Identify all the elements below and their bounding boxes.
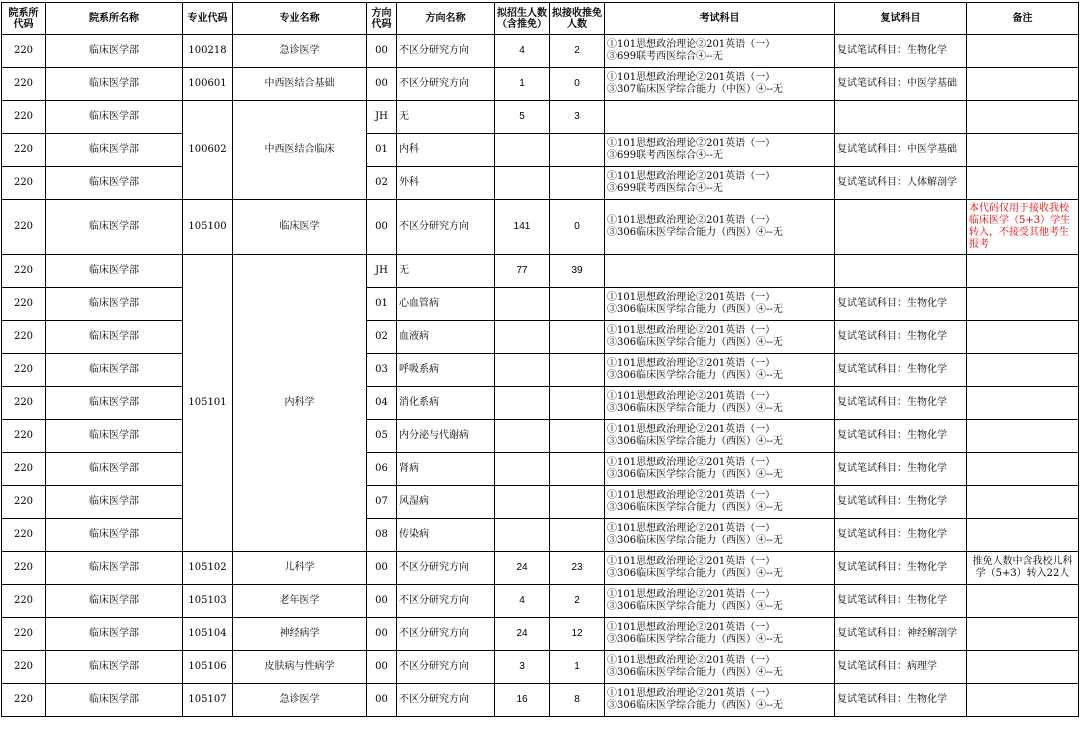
dept-code-cell: 220 bbox=[2, 35, 46, 68]
dept-code-cell: 220 bbox=[2, 321, 46, 354]
table-row bbox=[2, 354, 1079, 387]
dept-code-cell: 220 bbox=[2, 519, 46, 552]
exam-line-2: ③306临床医学综合能力（西医）④--无 bbox=[607, 502, 783, 513]
dept-code-cell: 220 bbox=[2, 354, 46, 387]
exam-line-1: ①101思想政治理论②201英语（一） bbox=[607, 325, 776, 336]
major-code-cell: 100601 bbox=[183, 68, 233, 101]
planned-cell bbox=[495, 453, 550, 486]
major-name-cell: 急诊医学 bbox=[233, 35, 367, 68]
retest-cell: 复试笔试科目：生物化学 bbox=[835, 321, 967, 354]
exam-cell bbox=[605, 288, 835, 321]
exempt-cell bbox=[550, 387, 605, 420]
exempt-cell bbox=[550, 288, 605, 321]
exam-cell bbox=[605, 387, 835, 420]
dir-name-cell: 外科 bbox=[397, 167, 495, 200]
header-major-code: 专业代码 bbox=[183, 3, 233, 35]
major-code-cell: 105102 bbox=[183, 552, 233, 585]
remark-cell bbox=[967, 68, 1079, 101]
exempt-cell: 12 bbox=[550, 618, 605, 651]
table-row bbox=[2, 387, 1079, 420]
exempt-cell: 1 bbox=[550, 651, 605, 684]
dir-name-cell: 不区分研究方向 bbox=[397, 552, 495, 585]
dir-code-cell: 00 bbox=[367, 68, 397, 101]
exam-line-1: ①101思想政治理论②201英语（一） bbox=[607, 215, 776, 226]
dept-name-cell: 临床医学部 bbox=[46, 519, 183, 552]
dept-code-cell: 220 bbox=[2, 585, 46, 618]
dept-code-cell: 220 bbox=[2, 651, 46, 684]
exam-line-2: ③306临床医学综合能力（西医）④--无 bbox=[607, 700, 783, 711]
dept-code-cell: 220 bbox=[2, 387, 46, 420]
dir-name-cell: 内科 bbox=[397, 134, 495, 167]
dir-name-cell: 无 bbox=[397, 101, 495, 134]
dir-name-cell: 不区分研究方向 bbox=[397, 200, 495, 255]
exam-line-2: ③307临床医学综合能力（中医）④--无 bbox=[607, 84, 783, 95]
exam-line-2: ③306临床医学综合能力（西医）④--无 bbox=[607, 469, 783, 480]
remark-cell bbox=[967, 453, 1079, 486]
retest-cell bbox=[835, 255, 967, 288]
table-row bbox=[2, 651, 1079, 684]
dir-name-cell: 不区分研究方向 bbox=[397, 684, 495, 717]
exam-line-2: ③306临床医学综合能力（西医）④--无 bbox=[607, 370, 783, 381]
table-row bbox=[2, 618, 1079, 651]
remark-cell bbox=[967, 420, 1079, 453]
table-row bbox=[2, 35, 1079, 68]
dir-name-cell: 不区分研究方向 bbox=[397, 35, 495, 68]
header-dept-name: 院系所名称 bbox=[46, 3, 183, 35]
dir-code-cell: 00 bbox=[367, 684, 397, 717]
major-name-cell: 神经病学 bbox=[233, 618, 367, 651]
planned-cell: 77 bbox=[495, 255, 550, 288]
retest-cell: 复试笔试科目：生物化学 bbox=[835, 552, 967, 585]
exam-line-2: ③306临床医学综合能力（西医）④--无 bbox=[607, 337, 783, 348]
planned-cell: 141 bbox=[495, 200, 550, 255]
dept-name-cell: 临床医学部 bbox=[46, 101, 183, 134]
dir-name-cell: 不区分研究方向 bbox=[397, 68, 495, 101]
exam-line-2: ③306临床医学综合能力（西医）④--无 bbox=[607, 436, 783, 447]
exempt-cell: 0 bbox=[550, 200, 605, 255]
exam-cell bbox=[605, 167, 835, 200]
remark-cell bbox=[967, 255, 1079, 288]
exam-cell bbox=[605, 552, 835, 585]
planned-cell: 4 bbox=[495, 35, 550, 68]
exempt-cell: 23 bbox=[550, 552, 605, 585]
planned-cell: 16 bbox=[495, 684, 550, 717]
dept-name-cell: 临床医学部 bbox=[46, 255, 183, 288]
table-row bbox=[2, 552, 1079, 585]
exam-cell bbox=[605, 453, 835, 486]
table-row bbox=[2, 134, 1079, 167]
planned-cell bbox=[495, 321, 550, 354]
remark-cell bbox=[967, 288, 1079, 321]
planned-cell bbox=[495, 387, 550, 420]
dir-name-cell: 血液病 bbox=[397, 321, 495, 354]
planned-cell bbox=[495, 486, 550, 519]
header-exam: 考试科目 bbox=[605, 3, 835, 35]
retest-cell: 复试笔试科目：生物化学 bbox=[835, 585, 967, 618]
header-remark: 备注 bbox=[967, 3, 1079, 35]
major-name-cell: 急诊医学 bbox=[233, 684, 367, 717]
exam-line-1: ①101思想政治理论②201英语（一） bbox=[607, 688, 776, 699]
remark-cell bbox=[967, 321, 1079, 354]
remark-cell bbox=[967, 519, 1079, 552]
remark-cell: 本代码仅用于接收我校临床医学（5+3）学生转入，不接受其他考生报考 bbox=[967, 200, 1079, 255]
dept-name-cell: 临床医学部 bbox=[46, 684, 183, 717]
table-row bbox=[2, 167, 1079, 200]
remark-cell bbox=[967, 167, 1079, 200]
retest-cell: 复试笔试科目：中医学基础 bbox=[835, 134, 967, 167]
exam-cell bbox=[605, 420, 835, 453]
dir-name-cell: 无 bbox=[397, 255, 495, 288]
remark-cell bbox=[967, 35, 1079, 68]
remark-cell bbox=[967, 684, 1079, 717]
exam-cell bbox=[605, 684, 835, 717]
table-row bbox=[2, 200, 1079, 255]
exempt-cell bbox=[550, 453, 605, 486]
retest-cell: 复试笔试科目：生物化学 bbox=[835, 486, 967, 519]
planned-cell: 4 bbox=[495, 585, 550, 618]
remark-cell bbox=[967, 651, 1079, 684]
exam-cell bbox=[605, 134, 835, 167]
exam-line-1: ①101思想政治理论②201英语（一） bbox=[607, 523, 776, 534]
retest-cell: 复试笔试科目：病理学 bbox=[835, 651, 967, 684]
planned-cell: 24 bbox=[495, 618, 550, 651]
exam-line-2: ③306临床医学综合能力（西医）④--无 bbox=[607, 601, 783, 612]
dept-code-cell: 220 bbox=[2, 134, 46, 167]
remark-cell bbox=[967, 101, 1079, 134]
exam-line-1: ①101思想政治理论②201英语（一） bbox=[607, 457, 776, 468]
retest-cell: 复试笔试科目：生物化学 bbox=[835, 354, 967, 387]
remark-cell bbox=[967, 354, 1079, 387]
major-code-cell: 100218 bbox=[183, 35, 233, 68]
dept-code-cell: 220 bbox=[2, 486, 46, 519]
exam-cell bbox=[605, 618, 835, 651]
exam-line-1: ①101思想政治理论②201英语（一） bbox=[607, 72, 776, 83]
major-name-cell: 老年医学 bbox=[233, 585, 367, 618]
exam-line-1: ①101思想政治理论②201英语（一） bbox=[607, 556, 776, 567]
major-name-cell: 中西医结合临床 bbox=[233, 101, 367, 200]
dir-code-cell: 00 bbox=[367, 585, 397, 618]
exam-line-2: ③699联考西医综合④--无 bbox=[607, 183, 723, 194]
dept-name-cell: 临床医学部 bbox=[46, 288, 183, 321]
exam-cell bbox=[605, 585, 835, 618]
exam-cell bbox=[605, 519, 835, 552]
retest-cell: 复试笔试科目：生物化学 bbox=[835, 420, 967, 453]
planned-cell: 1 bbox=[495, 68, 550, 101]
table-row bbox=[2, 321, 1079, 354]
exam-line-1: ①101思想政治理论②201英语（一） bbox=[607, 292, 776, 303]
exempt-cell: 3 bbox=[550, 101, 605, 134]
header-exempt: 拟接收推免人数 bbox=[550, 3, 605, 35]
exam-line-2: ③306临床医学综合能力（西医）④--无 bbox=[607, 568, 783, 579]
table-row bbox=[2, 255, 1079, 288]
header-planned: 拟招生人数（含推免） bbox=[495, 3, 550, 35]
planned-cell: 3 bbox=[495, 651, 550, 684]
table-row bbox=[2, 486, 1079, 519]
exam-cell bbox=[605, 35, 835, 68]
dir-code-cell: 00 bbox=[367, 618, 397, 651]
dept-code-cell: 220 bbox=[2, 618, 46, 651]
dir-code-cell: JH bbox=[367, 101, 397, 134]
dir-code-cell: 00 bbox=[367, 552, 397, 585]
remark-cell bbox=[967, 618, 1079, 651]
exam-cell bbox=[605, 255, 835, 288]
exam-line-1: ①101思想政治理论②201英语（一） bbox=[607, 358, 776, 369]
admissions-table bbox=[1, 2, 1079, 717]
retest-cell: 复试笔试科目：生物化学 bbox=[835, 684, 967, 717]
remark-cell bbox=[967, 486, 1079, 519]
exam-line-1: ①101思想政治理论②201英语（一） bbox=[607, 655, 776, 666]
dir-code-cell: 02 bbox=[367, 321, 397, 354]
major-code-cell: 105106 bbox=[183, 651, 233, 684]
exam-line-1: ①101思想政治理论②201英语（一） bbox=[607, 589, 776, 600]
exam-line-2: ③306临床医学综合能力（西医）④--无 bbox=[607, 667, 783, 678]
planned-cell bbox=[495, 288, 550, 321]
dir-code-cell: 06 bbox=[367, 453, 397, 486]
dept-code-cell: 220 bbox=[2, 167, 46, 200]
remark-cell: 推免人数中含我校儿科学（5+3）转入22人 bbox=[967, 552, 1079, 585]
header-row bbox=[2, 3, 1079, 35]
dir-code-cell: 05 bbox=[367, 420, 397, 453]
exam-line-1: ①101思想政治理论②201英语（一） bbox=[607, 391, 776, 402]
dir-name-cell: 消化系病 bbox=[397, 387, 495, 420]
dir-name-cell: 风湿病 bbox=[397, 486, 495, 519]
dept-name-cell: 临床医学部 bbox=[46, 387, 183, 420]
table-row bbox=[2, 585, 1079, 618]
exempt-cell bbox=[550, 321, 605, 354]
major-name-cell: 临床医学 bbox=[233, 200, 367, 255]
retest-cell: 复试笔试科目：神经解剖学 bbox=[835, 618, 967, 651]
exam-line-2: ③306临床医学综合能力（西医）④--无 bbox=[607, 403, 783, 414]
exam-cell bbox=[605, 321, 835, 354]
exam-line-1: ①101思想政治理论②201英语（一） bbox=[607, 622, 776, 633]
dir-code-cell: 02 bbox=[367, 167, 397, 200]
table-row bbox=[2, 288, 1079, 321]
retest-cell bbox=[835, 101, 967, 134]
dept-name-cell: 临床医学部 bbox=[46, 354, 183, 387]
dept-code-cell: 220 bbox=[2, 255, 46, 288]
major-code-cell: 105101 bbox=[183, 255, 233, 552]
exam-line-1: ①101思想政治理论②201英语（一） bbox=[607, 171, 776, 182]
exam-line-2: ③306临床医学综合能力（西医）④--无 bbox=[607, 535, 783, 546]
major-name-cell: 中西医结合基础 bbox=[233, 68, 367, 101]
dept-name-cell: 临床医学部 bbox=[46, 134, 183, 167]
planned-cell bbox=[495, 420, 550, 453]
dir-code-cell: 00 bbox=[367, 200, 397, 255]
major-code-cell: 105104 bbox=[183, 618, 233, 651]
dept-name-cell: 临床医学部 bbox=[46, 618, 183, 651]
dept-code-cell: 220 bbox=[2, 200, 46, 255]
planned-cell bbox=[495, 354, 550, 387]
dir-name-cell: 不区分研究方向 bbox=[397, 585, 495, 618]
exam-cell bbox=[605, 101, 835, 134]
exam-line-2: ③699联考西医综合④--无 bbox=[607, 51, 723, 62]
table-row bbox=[2, 519, 1079, 552]
dept-code-cell: 220 bbox=[2, 288, 46, 321]
dir-name-cell: 呼吸系病 bbox=[397, 354, 495, 387]
exempt-cell bbox=[550, 420, 605, 453]
retest-cell: 复试笔试科目：生物化学 bbox=[835, 453, 967, 486]
header-dir-name: 方向名称 bbox=[397, 3, 495, 35]
dir-name-cell: 传染病 bbox=[397, 519, 495, 552]
major-code-cell: 100602 bbox=[183, 101, 233, 200]
dept-name-cell: 临床医学部 bbox=[46, 552, 183, 585]
major-code-cell: 105100 bbox=[183, 200, 233, 255]
dept-name-cell: 临床医学部 bbox=[46, 321, 183, 354]
exam-cell bbox=[605, 354, 835, 387]
remark-cell bbox=[967, 585, 1079, 618]
exam-cell bbox=[605, 68, 835, 101]
dir-code-cell: 01 bbox=[367, 134, 397, 167]
dept-code-cell: 220 bbox=[2, 420, 46, 453]
exam-cell bbox=[605, 200, 835, 255]
table-row bbox=[2, 684, 1079, 717]
header-major-name: 专业名称 bbox=[233, 3, 367, 35]
exam-line-1: ①101思想政治理论②201英语（一） bbox=[607, 424, 776, 435]
exempt-cell bbox=[550, 167, 605, 200]
exempt-cell bbox=[550, 354, 605, 387]
planned-cell bbox=[495, 167, 550, 200]
dept-name-cell: 临床医学部 bbox=[46, 35, 183, 68]
exam-line-2: ③306临床医学综合能力（西医）④--无 bbox=[607, 634, 783, 645]
dept-name-cell: 临床医学部 bbox=[46, 167, 183, 200]
dept-name-cell: 临床医学部 bbox=[46, 585, 183, 618]
table-row bbox=[2, 68, 1079, 101]
dir-code-cell: 07 bbox=[367, 486, 397, 519]
retest-cell: 复试笔试科目：生物化学 bbox=[835, 519, 967, 552]
dept-name-cell: 临床医学部 bbox=[46, 486, 183, 519]
retest-cell: 复试笔试科目：中医学基础 bbox=[835, 68, 967, 101]
dir-code-cell: 00 bbox=[367, 35, 397, 68]
exempt-cell bbox=[550, 486, 605, 519]
dir-name-cell: 不区分研究方向 bbox=[397, 618, 495, 651]
dir-code-cell: 04 bbox=[367, 387, 397, 420]
exam-line-2: ③306临床医学综合能力（西医）④--无 bbox=[607, 227, 783, 238]
planned-cell bbox=[495, 519, 550, 552]
exempt-cell bbox=[550, 134, 605, 167]
retest-cell bbox=[835, 200, 967, 255]
exam-line-1: ①101思想政治理论②201英语（一） bbox=[607, 39, 776, 50]
exam-line-1: ①101思想政治理论②201英语（一） bbox=[607, 490, 776, 501]
major-code-cell: 105103 bbox=[183, 585, 233, 618]
dir-code-cell: 00 bbox=[367, 651, 397, 684]
exempt-cell: 2 bbox=[550, 35, 605, 68]
exam-line-2: ③306临床医学综合能力（西医）④--无 bbox=[607, 304, 783, 315]
exempt-cell: 2 bbox=[550, 585, 605, 618]
exam-line-1: ①101思想政治理论②201英语（一） bbox=[607, 138, 776, 149]
dept-code-cell: 220 bbox=[2, 101, 46, 134]
retest-cell: 复试笔试科目：生物化学 bbox=[835, 387, 967, 420]
dir-code-cell: 01 bbox=[367, 288, 397, 321]
header-dir-code: 方向代码 bbox=[367, 3, 397, 35]
dept-name-cell: 临床医学部 bbox=[46, 68, 183, 101]
planned-cell: 5 bbox=[495, 101, 550, 134]
dept-code-cell: 220 bbox=[2, 552, 46, 585]
major-name-cell: 儿科学 bbox=[233, 552, 367, 585]
dept-name-cell: 临床医学部 bbox=[46, 200, 183, 255]
exempt-cell: 0 bbox=[550, 68, 605, 101]
planned-cell: 24 bbox=[495, 552, 550, 585]
major-name-cell: 皮肤病与性病学 bbox=[233, 651, 367, 684]
dept-code-cell: 220 bbox=[2, 684, 46, 717]
dept-name-cell: 临床医学部 bbox=[46, 453, 183, 486]
dir-code-cell: 03 bbox=[367, 354, 397, 387]
exam-cell bbox=[605, 486, 835, 519]
table-row bbox=[2, 453, 1079, 486]
dir-code-cell: 08 bbox=[367, 519, 397, 552]
major-code-cell: 105107 bbox=[183, 684, 233, 717]
planned-cell bbox=[495, 134, 550, 167]
exempt-cell: 8 bbox=[550, 684, 605, 717]
exam-line-2: ③699联考西医综合④--无 bbox=[607, 150, 723, 161]
retest-cell: 复试笔试科目：生物化学 bbox=[835, 35, 967, 68]
table-row bbox=[2, 420, 1079, 453]
dir-code-cell: JH bbox=[367, 255, 397, 288]
retest-cell: 复试笔试科目：生物化学 bbox=[835, 288, 967, 321]
dept-code-cell: 220 bbox=[2, 68, 46, 101]
dept-name-cell: 临床医学部 bbox=[46, 651, 183, 684]
exempt-cell bbox=[550, 519, 605, 552]
dir-name-cell: 肾病 bbox=[397, 453, 495, 486]
exam-cell bbox=[605, 651, 835, 684]
retest-cell: 复试笔试科目：人体解剖学 bbox=[835, 167, 967, 200]
header-dept-code: 院系所代码 bbox=[2, 3, 46, 35]
remark-cell bbox=[967, 387, 1079, 420]
dir-name-cell: 心血管病 bbox=[397, 288, 495, 321]
exempt-cell: 39 bbox=[550, 255, 605, 288]
dir-name-cell: 不区分研究方向 bbox=[397, 651, 495, 684]
dir-name-cell: 内分泌与代谢病 bbox=[397, 420, 495, 453]
dept-name-cell: 临床医学部 bbox=[46, 420, 183, 453]
table-row bbox=[2, 101, 1079, 134]
remark-cell bbox=[967, 134, 1079, 167]
major-name-cell: 内科学 bbox=[233, 255, 367, 552]
header-retest: 复试科目 bbox=[835, 3, 967, 35]
dept-code-cell: 220 bbox=[2, 453, 46, 486]
